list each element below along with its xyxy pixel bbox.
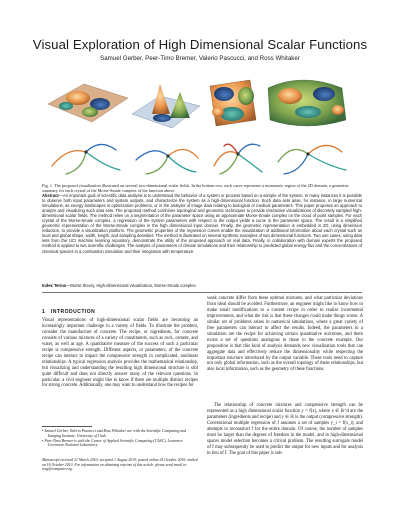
surface-panel-1 [48, 84, 128, 122]
section-number: 1 [42, 309, 46, 315]
surface-panel-3 [210, 80, 256, 126]
index-terms-text: —Morse theory, High-dimensional visualization, Morse-Smale complex. [66, 283, 197, 288]
footnote-divider [42, 426, 92, 427]
curve-panel-4 [278, 145, 346, 174]
abstract-divider [42, 292, 362, 293]
abstract-label: Abstract [42, 193, 59, 198]
abstract [42, 193, 362, 254]
teaser-figure [42, 66, 366, 181]
surface-panel-4 [268, 80, 346, 126]
footnote-item: • Samuel Gerber, Valerio Pascucci and Ross Whitaker are with the Scientific Computing and Imaging Institute, University of Utah. [42, 429, 187, 438]
footnote-item: • Peer-Timo Bremer is with the Center of Applied Scientific Computing (CASC), Lawrence Livermore National Laboratory. [42, 438, 183, 448]
paper-authors: Samuel Gerber, Peer-Timo Bremer, Valerio Pascucci, and Ross Whitaker [100, 55, 300, 62]
paper-title: Visual Exploration of High Dimensional Scalar Functions [32, 37, 368, 52]
surface-panel-2 [132, 84, 200, 128]
abstract-text: —An important goal of scientific data analysis is to understand the behavior of a system or process based on a sample of the system. In many instances it is possible to observe both input parameters and system outputs, and characterize the system as a high-dimensional function. Such data sets arise, for instance, in large numerical simulations, as energy landscapes in optimization problems, or in the analysis of image data relating to biological or medical parameters. This paper proposes an approach to analyze and visualizing such data sets. The proposed method combines topological and geometric techniques to provide interactive visualizations of discretely sampled high-dimensional scalar fields. The method relies on a segmentation of the parameter space using an approximate Morse-Smale complex on the cloud of point samples. For each crystal of the Morse-Smale complex, a regression of the system parameters with respect to the output yields a curve in the parameter space. The result is a simplified geometric representation of the Morse-Smale complex in the high dimensional input domain. Finally, the geometric representation is embedded in 2D, using dimension reduction, to provide a visualization platform. The geometric properties of the regression curves enable the visualization of additional information about each crystal such as local and global shape, width, length, and sampling densities. The method is illustrated on several synthetic examples of two dimensional functions. Two use cases, using data sets from the UCI machine learning repository, demonstrate the utility of the proposed approach on real data. Finally, in collaboration with domain experts the proposed method is applied to two scientific challenges. The analysis of parameters of climate simulations and their relationship to predicted global energy flux and the concentrations of chemical species in a combustion simulation and their integration with temperature. [42, 193, 362, 254]
footnote-text: Samuel Gerber, Valerio Pascucci and Ross Whitaker are with the Scientific Computing and Imaging Institute, University of Utah. [44, 429, 187, 438]
index-terms-label: Index Terms [42, 283, 67, 288]
author-footnotes [42, 429, 198, 448]
intro-paragraph-3: The relationship of concrete mixtures and compressive strength can be represented as a high dimensional scalar function y = f(x), where x ∈ ℝ^d are the parameters (ingredients and recipe) and y ∈ ℝ is the output (compressive strength). Conventional multiple regression of f assumes a set of samples y_i = f(x_i), and attempts to reconstruct f for the entire domain. Of course, the number of samples must be larger than the degrees of freedom in the model, and in high-dimensional spaces model selection becomes a critical problem. The resulting surrogate model of f may subsequently be used to predict the output for new inputs and for analysis in lieu of f. The goal of this paper is sub- [207, 403, 363, 456]
index-terms [42, 283, 362, 288]
curve-panel-2 [136, 149, 198, 174]
manuscript-note: Manuscript received 31 March 2010; accepted 1 August 2010; posted online 24 October 2010; mailed on 16 October 2010. For information on obtaining reprints of this article, please send email to: tvcg@computer.org. [42, 458, 198, 472]
section-title: INTRODUCTION [50, 309, 96, 315]
figure-caption: Fig. 1. The proposed visualization illustrated on several two-dimensional scalar fields. In the bottom row, each curve represents a monotonic region of the 2D domain, a geometric summary for each crystal of the Morse-Smale complex of the function above. [42, 183, 350, 194]
intro-paragraph-1: Visual representations of high-dimensional scalar fields are becoming an increasingly important challenge in a variety of fields. To illustrate the problem, consider the manufacture of concrete. The recipe, or ingredients, for concrete consists of various mixtures of a variety of constituents, such as rock, cement, and water, as well as age. A quantitative measure of the success of such a particular recipe is compressive strength. Different aspects, or parameters, of the concrete recipe can interact to impact the compressive strength in complicated, nonlinear relationships. A typical regression analysis provides the mathematical relationship, but visualizing and understanding the resulting high dimensional structure is still quite difficult and does not directly answer many of the relevant questions. In particular, a civil engineer might like to know if there are multiple distinct recipes for strong concrete. Additionally, one may want to understand how the recipes for [42, 318, 198, 389]
intro-paragraph-2: weak concrete differ from these optimal mixtures, and what particular deviations from ideal should be avoided. Furthermore, an engineer might like to know how to make small modifications to a current recipe in order to realize incremental improvements, and what the risk is that these changes could make things worse. A similar set of problems arises in numerical simulations, where a great variety of free parameters can interact to affect the results. Indeed, the parameters in a simulation are the recipe for achieving certain quantitative outcomes, and there exists a set of questions analogous to those in the concrete example. Our proposition is that this kind of analysis demands new visualization tools that can aggregate data and effectively reduce the dimensionality while respecting the important structure introduced by the output variable. These tools need to capture not only global information, such as the overall topology of these relationships, but also local information, such as the geometry of these functions. [207, 296, 363, 373]
curve-panel-3 [214, 144, 262, 174]
curve-panel-1 [52, 144, 120, 174]
footnote-text: Peer-Timo Bremer is with the Center of Applied Scientific Computing (CASC), Lawrence Livermore National Laboratory. [44, 438, 183, 448]
section-heading-introduction [42, 309, 198, 315]
